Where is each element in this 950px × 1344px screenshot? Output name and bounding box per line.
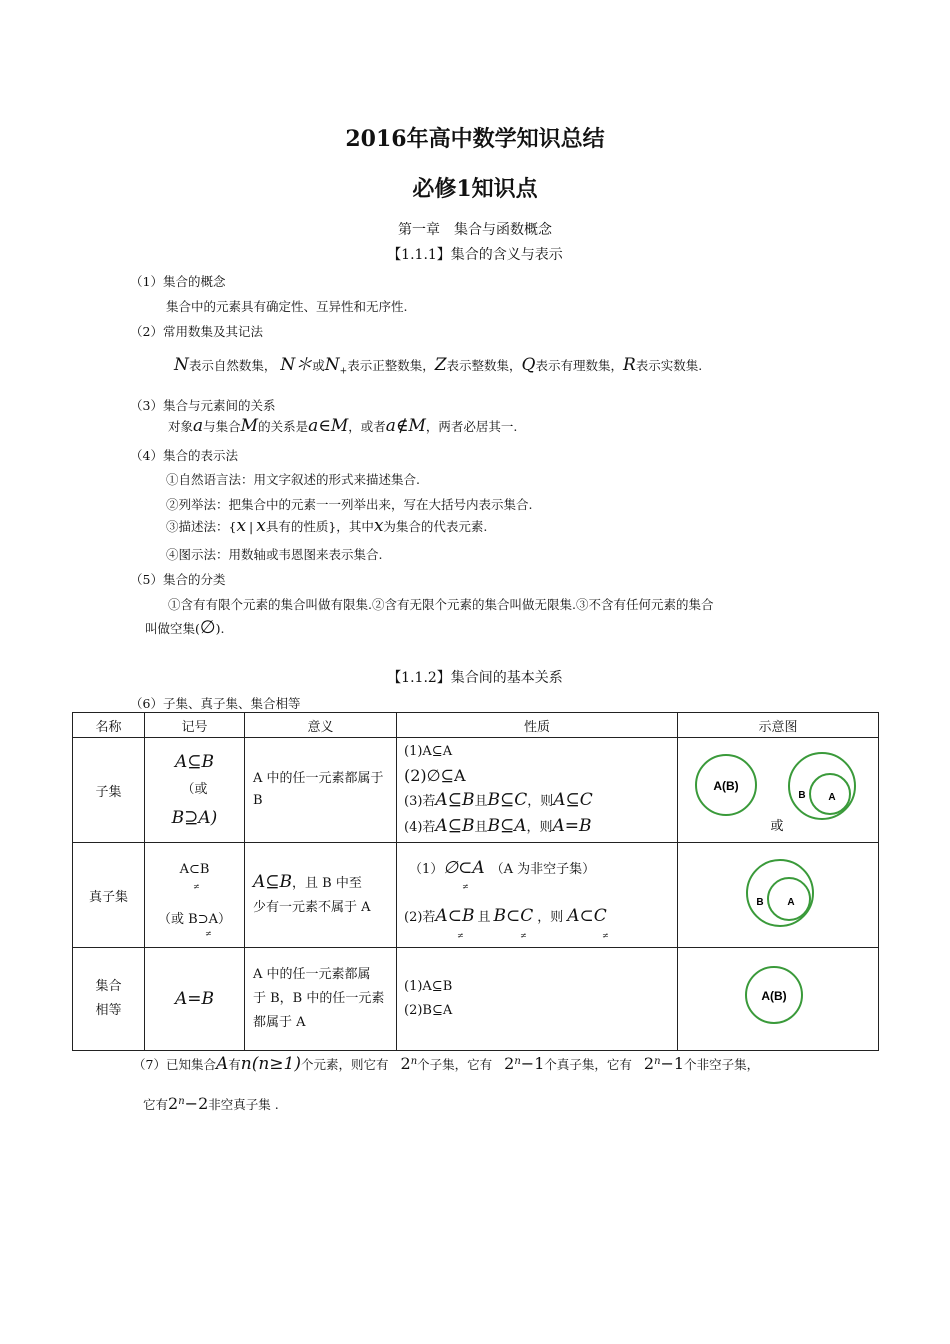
text: 的关系是 (258, 419, 309, 434)
label-AB: A(B) (761, 989, 787, 1003)
table-row-subset (73, 738, 879, 843)
text: 且 (474, 820, 488, 835)
text: 个非空子集， (684, 1057, 760, 1072)
math-minus-2: −2 (184, 1094, 209, 1113)
text: (2)若 (404, 910, 436, 925)
proper-meaning (245, 843, 397, 948)
equal-diagram (678, 948, 879, 1051)
math-x: x (236, 516, 247, 536)
text: A 中的任一元素都属 (253, 967, 371, 982)
exponent-n: n (514, 1055, 521, 1067)
equal-meaning (245, 948, 397, 1051)
math-Nstar: N＊ (280, 355, 313, 375)
math-Z: Z (434, 355, 447, 375)
subset-diagram (678, 738, 879, 843)
table-header-row (73, 713, 879, 738)
plus-subscript: + (339, 366, 348, 377)
text: 具有的性质}，其中 (265, 519, 374, 534)
math-2: 2 (168, 1094, 179, 1113)
equal-name (73, 948, 145, 1051)
math: A⊂B (179, 862, 210, 877)
subset-venn-diagram (678, 738, 878, 838)
text: 相等 (95, 1003, 122, 1018)
p7-line-2 (143, 1094, 279, 1113)
label-AB: A(B) (713, 779, 739, 793)
text: ，且 B 中至 (292, 876, 362, 891)
not-equal-mark: ≠ (602, 931, 609, 940)
p4-method-1: ①自然语言法：用文字叙述的形式来描述集合. (166, 472, 420, 487)
subset-properties (397, 738, 678, 843)
p4-method-2: ②列举法：把集合中的元素一一列举出来，写在大括号内表示集合. (166, 497, 533, 512)
text: 且 (474, 794, 488, 809)
text: （7）已知集合 (133, 1057, 216, 1072)
math-2: 2 (400, 1054, 411, 1073)
math: A⊆C (553, 790, 593, 810)
math-N: N (174, 355, 189, 375)
not-equal-mark: ≠ (520, 931, 527, 940)
header-meaning: 意义 (245, 713, 397, 738)
label-A: A (787, 897, 795, 908)
section-heading-1-1-2: 【1.1.2】集合间的基本关系 (387, 670, 563, 686)
p2-heading: （2）常用数集及其记法 (130, 324, 263, 339)
text: 与集合 (203, 419, 241, 434)
text: 非空真子集 . (208, 1097, 279, 1112)
text: 于 B，B 中的任一元素 (253, 991, 385, 1006)
text: 为集合的代表元素. (383, 519, 488, 534)
math: A⊆B (435, 816, 475, 836)
subset-meaning: A 中的任一元素都属于B (245, 738, 397, 843)
set-relations-table (72, 712, 879, 1051)
text: ，则 (527, 794, 554, 809)
p1-heading: （1）集合的概念 (130, 274, 226, 289)
text: ③描述法：{ (166, 519, 237, 534)
p5-heading: （5）集合的分类 (130, 572, 226, 587)
proper-diagram (678, 843, 879, 948)
math-2: 2 (504, 1054, 515, 1073)
section-heading-1-1-1: 【1.1.1】集合的含义与表示 (387, 247, 563, 263)
text: 表示正整数集， (347, 358, 435, 373)
p5-line-1: ①含有有限个元素的集合叫做有限集.②含有无限个元素的集合叫做无限集.③不含有任何元素的集合 (168, 597, 714, 612)
not-equal-mark: ≠ (205, 929, 212, 938)
math-Q: Q (521, 355, 536, 375)
text: 表示整数集， (446, 358, 522, 373)
p2-number-sets (174, 350, 702, 380)
not-equal-mark: ≠ (193, 882, 200, 891)
math-a-in-M: a∈M (308, 416, 349, 436)
math-R: R (622, 355, 636, 375)
text: | (249, 519, 254, 534)
p4-method-4: ④图示法：用数轴或韦恩图来表示集合. (166, 547, 383, 562)
table-row-proper-subset (73, 843, 879, 948)
not-equal-mark: ≠ (462, 882, 469, 891)
proper-symbol (145, 843, 245, 948)
math: B⊆A (487, 816, 527, 836)
math: A⊆B (174, 752, 214, 772)
property-2: (2)∅⊆A (404, 766, 466, 785)
chapter-heading: 第一章 集合与函数概念 (398, 222, 552, 238)
math-minus-1: −1 (660, 1054, 685, 1073)
exponent-n: n (654, 1055, 661, 1067)
text: 或 (312, 358, 325, 373)
not-equal-mark: ≠ (457, 931, 464, 940)
text: 个元素，则它有 (301, 1057, 389, 1072)
text: （或 B⊃A） (158, 912, 231, 927)
math-A: A (215, 1054, 229, 1074)
text: 个子集，它有 (417, 1057, 493, 1072)
exponent-n: n (410, 1055, 418, 1067)
header-name: 名称 (73, 713, 145, 738)
p7-line-1 (133, 1054, 759, 1074)
property-3 (404, 788, 677, 814)
text: 表示自然数集， (188, 358, 277, 373)
header-property: 性质 (397, 713, 678, 738)
property-1: (1)A⊆A (404, 744, 453, 759)
text: 少有一元素不属于 A (253, 900, 371, 915)
text: ，则 (537, 910, 564, 925)
math: A⊆B (253, 872, 293, 892)
text: 对象 (168, 419, 194, 434)
math-2: 2 (643, 1054, 655, 1073)
text: 且 (477, 910, 491, 925)
text: ). (215, 621, 225, 636)
p6-heading: （6）子集、真子集、集合相等 (130, 696, 301, 711)
text: (4)若 (404, 820, 436, 835)
text: （或 (181, 782, 208, 797)
subset-symbol (145, 738, 245, 843)
text: 表示有理数集， (535, 358, 623, 373)
math-M: M (240, 416, 259, 436)
proper-venn-diagram (678, 843, 878, 943)
text: (3)若 (404, 794, 436, 809)
text: ，两者必居其一. (425, 419, 518, 434)
p5-line-2 (145, 617, 224, 638)
math: ∅⊂A (443, 858, 485, 878)
p1-body: 集合中的元素具有确定性、互异性和无序性. (166, 299, 408, 314)
equal-properties (397, 948, 678, 1051)
outer-circle-B (789, 753, 855, 819)
math-a-notin-M: a∉M (385, 416, 426, 436)
property-2: (2)B⊆A (404, 1003, 453, 1018)
text: 有 (228, 1057, 241, 1072)
math-a: a (193, 416, 204, 436)
doc-subtitle: 必修1知识点 (412, 176, 538, 202)
proper-properties (397, 843, 678, 948)
header-diagram: 示意图 (678, 713, 879, 738)
math-x: x (373, 516, 384, 536)
outer-circle-B (747, 860, 813, 926)
label-or: 或 (770, 818, 784, 833)
math: B⊆C (487, 790, 528, 810)
math: B⊂C (493, 906, 534, 926)
p3-heading: （3）集合与元素间的关系 (130, 398, 276, 413)
math: A=B (552, 816, 592, 836)
property-4 (404, 814, 677, 840)
property-1: (1)A⊆B (404, 979, 453, 994)
text: 它有 (143, 1097, 169, 1112)
text: 个真子集，它有 (544, 1057, 632, 1072)
text: 集合 (95, 979, 122, 994)
p4-heading: （4）集合的表示法 (130, 448, 238, 463)
header-symbol: 记号 (145, 713, 245, 738)
table-row-equal (73, 948, 879, 1051)
subset-name: 子集 (73, 738, 145, 843)
math-minus-1: −1 (520, 1054, 545, 1073)
label-A: A (828, 792, 836, 803)
math-Nplus: N (324, 355, 340, 375)
label-B: B (756, 897, 764, 908)
math: B⊇A) (171, 808, 218, 828)
equal-venn-diagram (678, 948, 878, 1046)
p3-body (168, 416, 517, 436)
math: A⊆B (435, 790, 475, 810)
doc-title: 2016年高中数学知识总结 (345, 126, 605, 152)
proper-name: 真子集 (73, 843, 145, 948)
empty-set-symbol: ∅ (199, 617, 216, 638)
math-n: n(n≥1) (240, 1054, 301, 1074)
text: 都属于 A (253, 1015, 306, 1030)
text: ，则 (526, 820, 553, 835)
text: 表示实数集. (635, 358, 703, 373)
math: A⊂C (567, 906, 607, 926)
math: A⊂B (435, 906, 475, 926)
text: （1） (409, 862, 444, 877)
text: 叫做空集( (145, 621, 200, 636)
p4-method-3 (166, 516, 487, 536)
label-B: B (798, 790, 806, 801)
exponent-n: n (178, 1095, 185, 1107)
text: ，或者 (348, 419, 386, 434)
equal-symbol: A=B (145, 948, 245, 1051)
text: （A 为非空子集） (490, 862, 596, 877)
math-x: x (256, 516, 266, 536)
